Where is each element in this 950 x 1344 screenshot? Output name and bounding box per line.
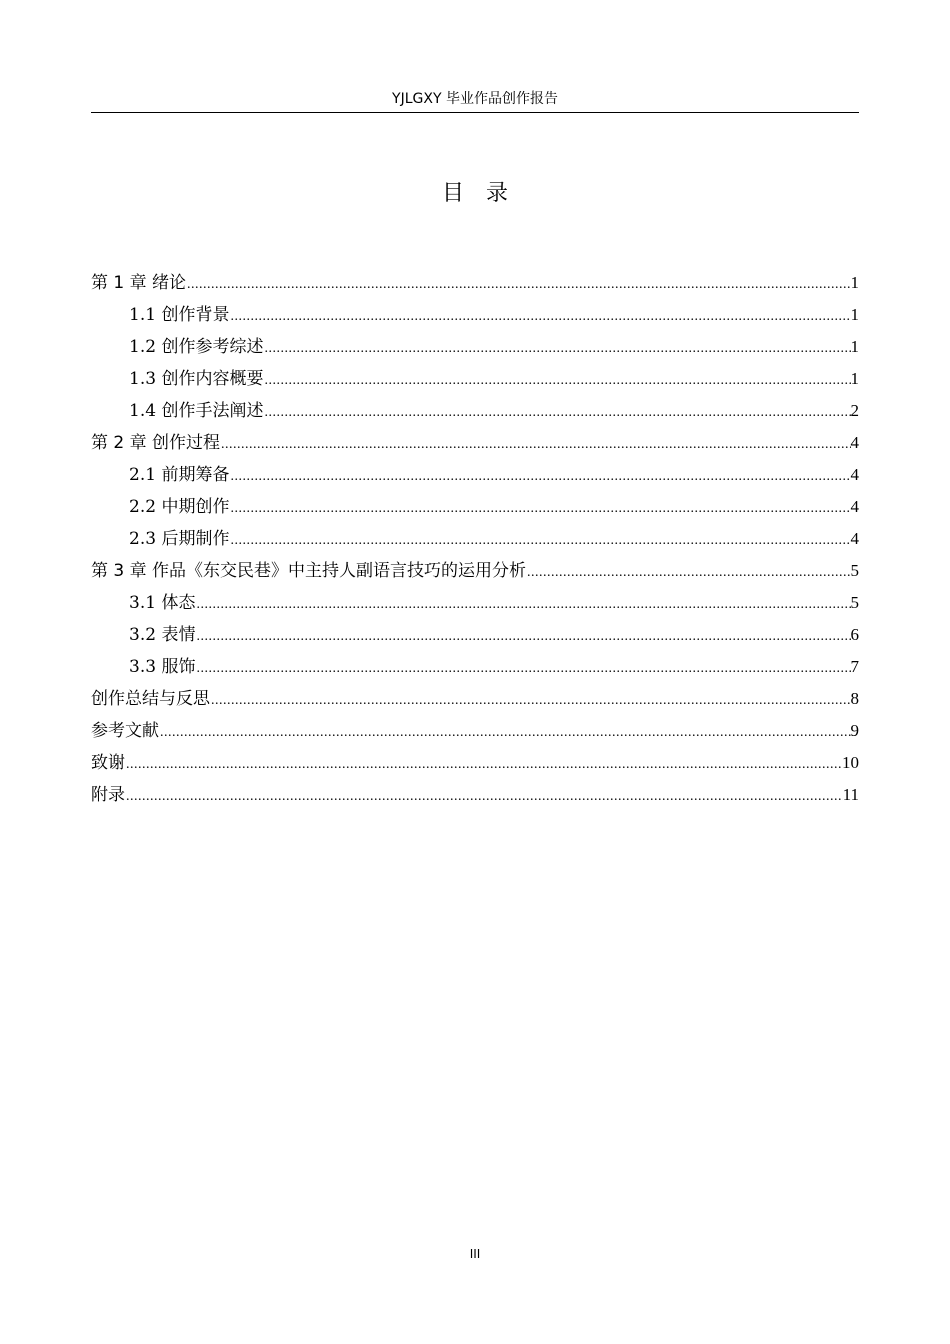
- toc-entry-label: 第 3 章 作品《东交民巷》中主持人副语言技巧的运用分析: [91, 561, 527, 581]
- toc-entry-page: 4: [850, 465, 859, 484]
- toc-entry-label: 1.4 创作手法阐述: [129, 401, 264, 421]
- toc-entry-3-1[interactable]: [91, 587, 859, 619]
- toc-entry-label: 3.1 体态: [129, 593, 196, 613]
- toc-entry-chapter-3[interactable]: [91, 555, 859, 587]
- toc-dot-leader: [220, 429, 850, 461]
- page-number: III: [469, 1247, 481, 1261]
- toc-dot-leader: [229, 525, 850, 557]
- toc-entry-label: 附录: [91, 785, 125, 805]
- toc-entry-page: 5: [850, 593, 859, 612]
- toc-entry-page: 5: [850, 561, 859, 580]
- toc-entry-acknowledgements[interactable]: [91, 747, 859, 779]
- toc-dot-leader: [125, 781, 843, 813]
- toc-entry-page: 8: [850, 689, 859, 708]
- page-footer: [0, 1246, 950, 1262]
- toc-entry-page: 4: [850, 433, 859, 452]
- toc-entry-page: 1: [850, 369, 859, 388]
- toc-dot-leader: [263, 365, 850, 397]
- toc-entry-page: 1: [850, 305, 859, 324]
- page-header: [91, 88, 859, 113]
- toc-entry-3-3[interactable]: [91, 651, 859, 683]
- toc-entry-label: 3.3 服饰: [129, 657, 196, 677]
- toc-entry-label: 2.2 中期创作: [129, 497, 230, 517]
- toc-entry-chapter-1[interactable]: [91, 267, 859, 299]
- toc-entry-chapter-2[interactable]: [91, 427, 859, 459]
- toc-entry-label: 2.1 前期筹备: [129, 465, 230, 485]
- toc-entry-summary[interactable]: [91, 683, 859, 715]
- toc-dot-leader: [229, 461, 850, 493]
- toc-dot-leader: [229, 493, 850, 525]
- toc-dot-leader: [159, 717, 851, 749]
- toc-dot-leader: [263, 397, 850, 429]
- toc-entry-2-2[interactable]: [91, 491, 859, 523]
- toc-entry-page: 1: [850, 273, 859, 292]
- toc-entry-1-3[interactable]: [91, 363, 859, 395]
- table-of-contents: [91, 267, 859, 811]
- toc-dot-leader: [195, 653, 850, 685]
- toc-entry-page: 1: [850, 337, 859, 356]
- header-text: YJLGXY 毕业作品创作报告: [392, 91, 558, 107]
- toc-entry-label: 3.2 表情: [129, 625, 196, 645]
- toc-entry-page: 10: [842, 753, 859, 772]
- toc-entry-2-1[interactable]: [91, 459, 859, 491]
- toc-dot-leader: [526, 557, 850, 589]
- toc-entry-1-2[interactable]: [91, 331, 859, 363]
- toc-entry-page: 4: [850, 529, 859, 548]
- toc-entry-label: 1.3 创作内容概要: [129, 369, 264, 389]
- toc-dot-leader: [263, 333, 850, 365]
- toc-dot-leader: [210, 685, 851, 717]
- toc-dot-leader: [195, 589, 850, 621]
- toc-entry-label: 创作总结与反思: [91, 689, 210, 709]
- toc-entry-page: 6: [850, 625, 859, 644]
- toc-entry-label: 2.3 后期制作: [129, 529, 230, 549]
- toc-entry-label: 致谢: [91, 753, 125, 773]
- toc-dot-leader: [186, 269, 850, 301]
- toc-entry-1-4[interactable]: [91, 395, 859, 427]
- toc-entry-page: 9: [850, 721, 859, 740]
- toc-entry-label: 第 1 章 绪论: [91, 273, 187, 293]
- toc-entry-page: 2: [850, 401, 859, 420]
- toc-dot-leader: [125, 749, 842, 781]
- toc-entry-page: 7: [850, 657, 859, 676]
- toc-dot-leader: [229, 301, 850, 333]
- toc-entry-label: 1.1 创作背景: [129, 305, 230, 325]
- toc-entry-appendix[interactable]: [91, 779, 859, 811]
- toc-entry-page: 4: [850, 497, 859, 516]
- toc-entry-page: 11: [842, 785, 859, 804]
- toc-entry-references[interactable]: [91, 715, 859, 747]
- toc-entry-label: 1.2 创作参考综述: [129, 337, 264, 357]
- toc-entry-2-3[interactable]: [91, 523, 859, 555]
- toc-title: 目录: [441, 181, 530, 206]
- toc-entry-1-1[interactable]: [91, 299, 859, 331]
- toc-entry-3-2[interactable]: [91, 619, 859, 651]
- toc-dot-leader: [195, 621, 850, 653]
- toc-entry-label: 参考文献: [91, 721, 159, 741]
- toc-entry-label: 第 2 章 创作过程: [91, 433, 221, 453]
